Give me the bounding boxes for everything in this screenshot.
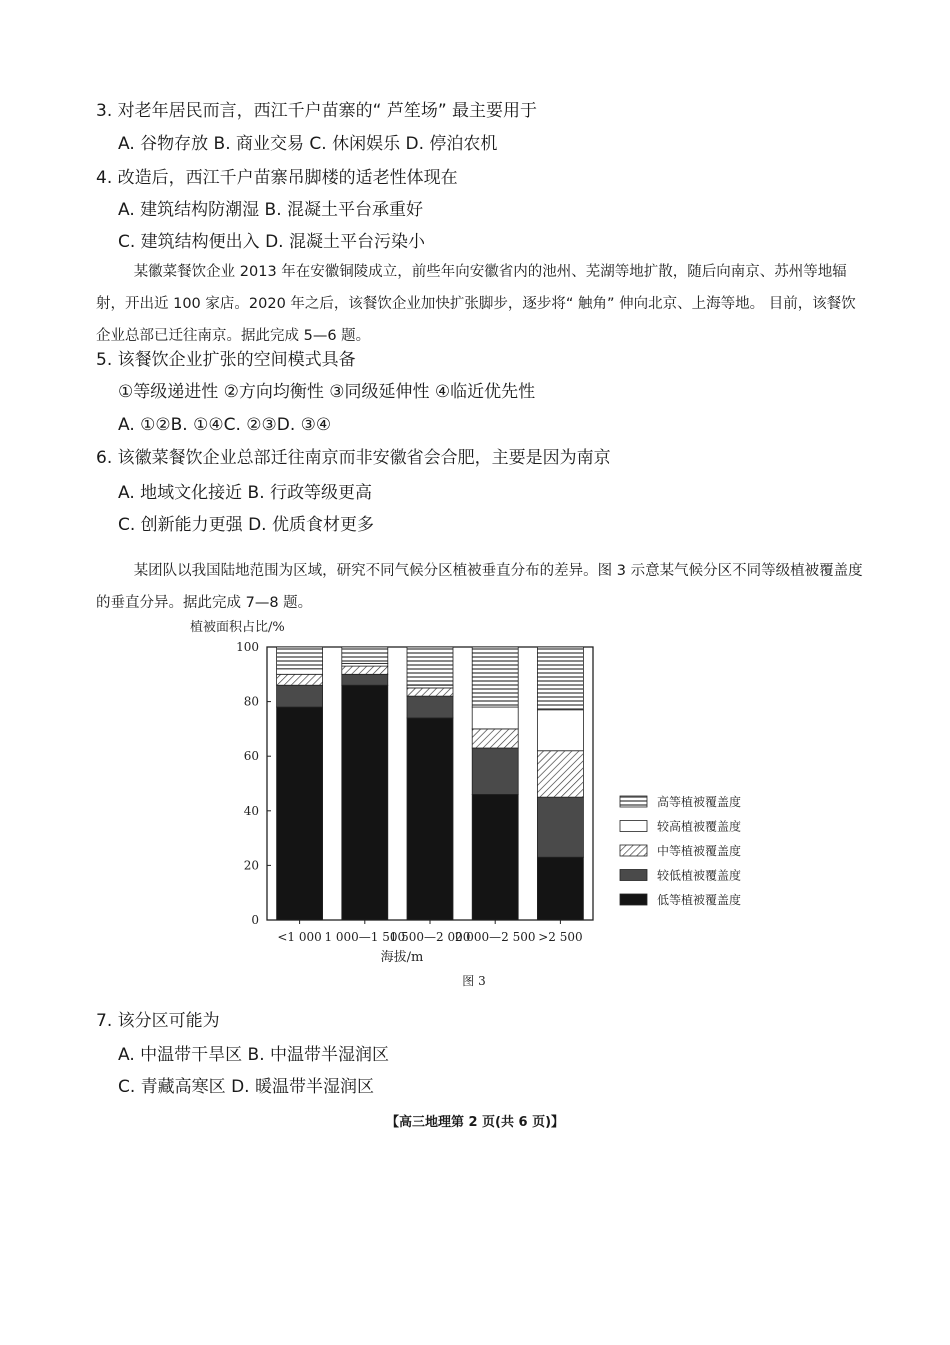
bar-segment <box>472 647 518 707</box>
bar-segment <box>342 666 388 674</box>
question-7-stem: 7. 该分区可能为 <box>96 1011 220 1031</box>
question-5-stem: 5. 该餐饮企业扩张的空间模式具备 <box>96 350 356 370</box>
bar-segment <box>472 729 518 748</box>
bar-segment <box>342 647 388 663</box>
legend-label: 低等植被覆盖度 <box>657 893 742 907</box>
legend-label: 较低植被覆盖度 <box>657 868 742 883</box>
bar-segment <box>342 685 388 920</box>
question-7-options-cd: C. 青藏高寒区 D. 暖温带半湿润区 <box>118 1077 374 1097</box>
x-tick-label: >2 500 <box>538 930 583 944</box>
legend-swatch <box>620 894 647 905</box>
passage-7-8: 某团队以我国陆地范围为区域，研究不同气候分区植被垂直分布的差异。图 3 示意某气候分区不同等级植被覆盖度的垂直分异。据此完成 7—8 题。 <box>96 563 863 611</box>
legend-swatch <box>620 821 647 832</box>
y-tick-label: 80 <box>243 694 259 709</box>
bar-segment <box>407 696 453 718</box>
bar-segment <box>407 647 453 685</box>
question-4-options-cd: C. 建筑结构便出入 D. 混凝土平台污染小 <box>118 232 425 252</box>
vegetation-coverage-chart <box>180 612 780 992</box>
bar-segment <box>407 688 453 696</box>
passage-5-6: 某徽菜餐饮企业 2013 年在安徽铜陵成立，前些年向安徽省内的池州、芜湖等地扩散，随后向南京、苏州等地辐射，开出近 100 家店。2020 年之后，该餐饮企业加快扩张脚步，逐步将“ 触角” 伸向北京、上海等地。 目前，该餐饮企业总部已迁往南京。据此完成 5—6 题。 <box>96 264 856 344</box>
legend-label: 较高植被覆盖度 <box>657 819 742 834</box>
question-5-options: A. ①②B. ①④C. ②③D. ③④ <box>118 415 332 435</box>
bar-segment <box>342 663 388 666</box>
bar-segment <box>472 748 518 794</box>
bar-segment <box>537 710 583 751</box>
bar-segment <box>472 794 518 920</box>
legend-swatch <box>620 796 647 807</box>
bar-segment <box>277 685 323 707</box>
x-tick-label: 1 500—2 000 <box>389 930 471 944</box>
legend-swatch <box>620 845 647 856</box>
y-axis-label: 植被面积占比/% <box>190 620 285 635</box>
bar-segment <box>537 797 583 857</box>
y-tick-label: 100 <box>236 640 259 654</box>
bar-segment <box>277 669 323 674</box>
question-3-stem: 3. 对老年居民而言，西江千户苗寨的“ 芦笙场” 最主要用于 <box>96 101 538 121</box>
bar-segment <box>472 707 518 729</box>
y-tick-label: 20 <box>243 858 259 873</box>
legend-swatch <box>620 870 647 881</box>
legend-label: 中等植被覆盖度 <box>657 844 742 858</box>
question-5-items: ①等级递进性 ②方向均衡性 ③同级延伸性 ④临近优先性 <box>118 382 536 402</box>
bar-segment <box>537 751 583 797</box>
question-6-options-cd: C. 创新能力更强 D. 优质食材更多 <box>118 515 374 535</box>
question-6-options-ab: A. 地域文化接近 B. 行政等级更高 <box>118 483 373 503</box>
chart-title: 图 3 <box>462 974 486 988</box>
bar-segment <box>277 674 323 685</box>
x-tick-label: <1 000 <box>277 930 322 944</box>
bar-segment <box>277 707 323 920</box>
question-3-options: A. 谷物存放 B. 商业交易 C. 休闲娱乐 D. 停泊农机 <box>118 134 498 154</box>
question-4-options-ab: A. 建筑结构防潮湿 B. 混凝土平台承重好 <box>118 200 424 220</box>
y-tick-label: 0 <box>251 913 259 927</box>
x-tick-label: 2 000—2 500 <box>454 930 536 944</box>
legend-label: 高等植被覆盖度 <box>657 795 742 809</box>
bar-segment <box>277 647 323 669</box>
bar-segment <box>342 674 388 685</box>
question-6-stem: 6. 该徽菜餐饮企业总部迁往南京而非安徽省会合肥，主要是因为南京 <box>96 448 611 468</box>
bar-segment <box>407 685 453 688</box>
page-footer: 【高三地理第 2 页(共 6 页)】 <box>385 1115 565 1130</box>
x-tick-label: 1 000—1 500 <box>324 930 406 944</box>
bar-segment <box>407 718 453 920</box>
question-4-stem: 4. 改造后，西江千户苗寨吊脚楼的适老性体现在 <box>96 168 458 188</box>
bar-segment <box>537 857 583 920</box>
y-tick-label: 60 <box>243 749 259 764</box>
bar-segment <box>537 647 583 710</box>
y-tick-label: 40 <box>243 803 259 818</box>
x-axis-label: 海拔/m <box>380 950 424 965</box>
question-7-options-ab: A. 中温带干旱区 B. 中温带半湿润区 <box>118 1045 390 1065</box>
